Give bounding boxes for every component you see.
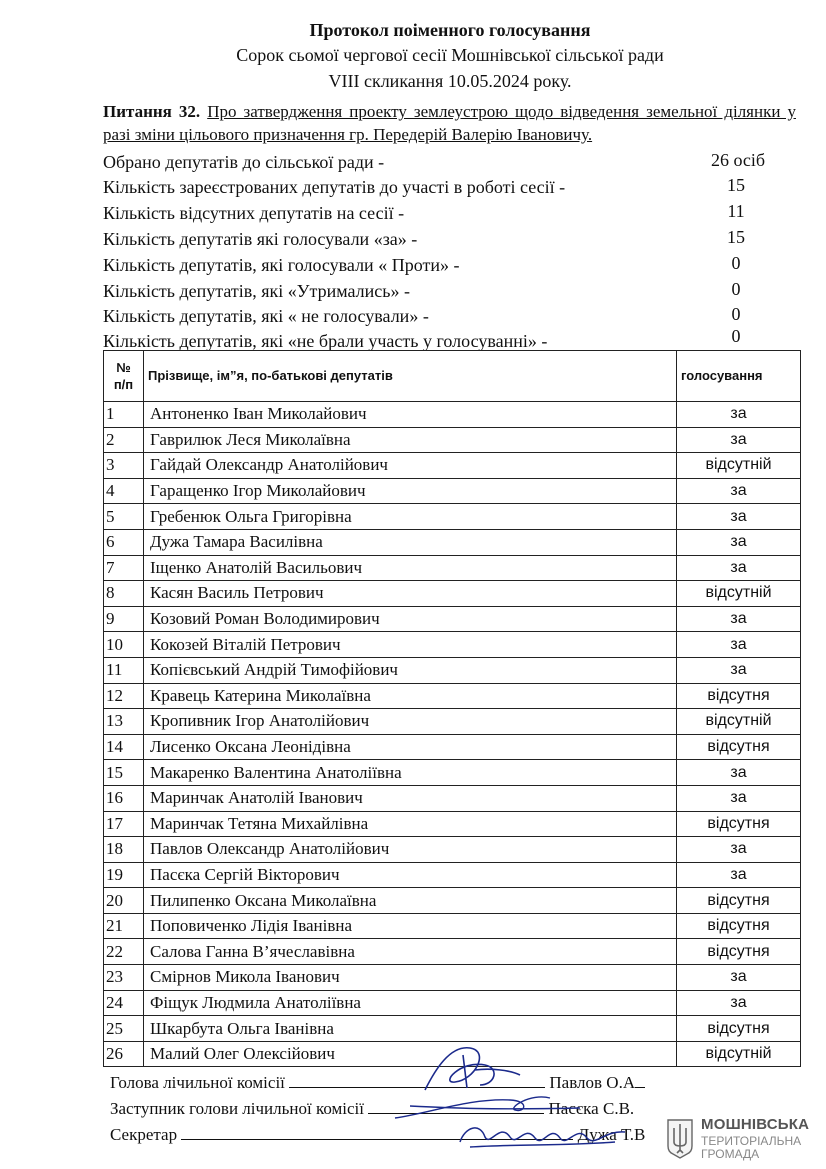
deputy-name: Гаращенко Ігор Миколайович xyxy=(144,478,677,504)
vote-result: відсутня xyxy=(677,913,801,939)
signature-name: Дужа Т.В xyxy=(577,1125,646,1144)
trident-emblem-icon xyxy=(665,1116,695,1160)
vote-result: за xyxy=(677,657,801,683)
vote-result: за xyxy=(677,555,801,581)
deputy-name: Гребенюк Ольга Григорівна xyxy=(144,504,677,530)
header-vote: голосування xyxy=(677,351,801,402)
table-header-row xyxy=(104,351,801,402)
deputy-name: Макаренко Валентина Анатоліївна xyxy=(144,760,677,786)
deputy-name: Дужа Тамара Василівна xyxy=(144,529,677,555)
table-row xyxy=(104,529,801,555)
vote-result: за xyxy=(677,504,801,530)
roll-call-table xyxy=(103,350,801,1067)
table-row xyxy=(104,478,801,504)
deputy-name: Копієвський Андрій Тимофійович xyxy=(144,657,677,683)
table-row xyxy=(104,734,801,760)
stat-value: 15 xyxy=(727,227,745,247)
vote-result: за xyxy=(677,632,801,658)
deputy-name: Павлов Олександр Анатолійович xyxy=(144,837,677,863)
table-row xyxy=(104,1016,801,1042)
row-number: 4 xyxy=(104,478,144,504)
row-number: 21 xyxy=(104,913,144,939)
deputy-name: Лисенко Оксана Леонідівна xyxy=(144,734,677,760)
logo-line3: ГРОМАДА xyxy=(701,1147,760,1161)
row-number: 23 xyxy=(104,965,144,991)
stat-label: Кількість депутатів, які «не брали участь у голосуванні» - xyxy=(103,331,548,351)
vote-result: за xyxy=(677,785,801,811)
stat-label: Кількість зареєстрованих депутатів до участі в роботі сесії - xyxy=(103,177,566,197)
logo-line1: МОШНІВСЬКА xyxy=(701,1116,810,1133)
row-number: 9 xyxy=(104,606,144,632)
row-number: 20 xyxy=(104,888,144,914)
vote-result: відсутня xyxy=(677,939,801,965)
row-number: 26 xyxy=(104,1041,144,1067)
header-number xyxy=(104,351,144,402)
handwritten-signature-chair xyxy=(415,1040,525,1095)
row-number: 1 xyxy=(104,402,144,428)
deputy-name: Козовий Роман Володимирович xyxy=(144,606,677,632)
vote-result: за xyxy=(677,478,801,504)
deputy-name: Пилипенко Оксана Миколаївна xyxy=(144,888,677,914)
stat-value: 0 xyxy=(731,279,741,299)
stat-value: 0 xyxy=(731,304,741,324)
question-number: Питання 32. xyxy=(103,102,201,121)
vote-result: за xyxy=(677,529,801,555)
header-number-line2: п/п xyxy=(113,377,134,392)
stat-label: Кількість депутатів, які « не голосували» - xyxy=(103,306,429,326)
row-number: 16 xyxy=(104,785,144,811)
row-number: 15 xyxy=(104,760,144,786)
deputy-name: Малий Олег Олексійович xyxy=(144,1041,677,1067)
vote-result: за xyxy=(677,862,801,888)
deputy-name: Шкарбута Ольга Іванівна xyxy=(144,1016,677,1042)
table-row xyxy=(104,632,801,658)
row-number: 12 xyxy=(104,683,144,709)
row-number: 14 xyxy=(104,734,144,760)
table-row xyxy=(104,504,801,530)
deputy-name: Кокозей Віталій Петрович xyxy=(144,632,677,658)
deputy-name: Пасєка Сергій Вікторович xyxy=(144,862,677,888)
deputy-name: Салова Ганна В’ячеславівна xyxy=(144,939,677,965)
table-row xyxy=(104,990,801,1016)
row-number: 22 xyxy=(104,939,144,965)
session-subtitle: Сорок сьомої чергової сесії Мошнівської сільської ради xyxy=(236,45,664,65)
vote-result: за xyxy=(677,837,801,863)
table-row xyxy=(104,606,801,632)
row-number: 11 xyxy=(104,657,144,683)
deputy-name: Гайдай Олександр Анатолійович xyxy=(144,453,677,479)
stat-value: 0 xyxy=(731,253,741,273)
vote-result: відсутня xyxy=(677,734,801,760)
table-row xyxy=(104,837,801,863)
deputy-name: Маринчак Анатолій Іванович xyxy=(144,785,677,811)
vote-result: відсутній xyxy=(677,709,801,735)
deputy-name: Кравець Катерина Миколаївна xyxy=(144,683,677,709)
vote-result: за xyxy=(677,965,801,991)
stat-label: Кількість відсутних депутатів на сесії - xyxy=(103,203,405,223)
deputy-name: Фіщук Людмила Анатоліївна xyxy=(144,990,677,1016)
row-number: 24 xyxy=(104,990,144,1016)
row-number: 5 xyxy=(104,504,144,530)
deputy-name: Смірнов Микола Іванович xyxy=(144,965,677,991)
vote-result: відсутній xyxy=(677,581,801,607)
table-row xyxy=(104,427,801,453)
row-number: 13 xyxy=(104,709,144,735)
vote-result: за xyxy=(677,402,801,428)
logo-line2: ТЕРИТОРІАЛЬНА xyxy=(701,1134,802,1148)
signature-role: Голова лічильної комісії xyxy=(110,1073,285,1092)
deputy-name: Антоненко Іван Миколайович xyxy=(144,402,677,428)
stat-value: 26 осіб xyxy=(710,150,766,170)
deputy-name: Поповиченко Лідія Іванівна xyxy=(144,913,677,939)
row-number: 6 xyxy=(104,529,144,555)
signature-role: Заступник голови лічильної комісії xyxy=(110,1099,365,1118)
vote-result: за xyxy=(677,606,801,632)
table-row xyxy=(104,888,801,914)
vote-result: відсутній xyxy=(677,1041,801,1067)
table-row xyxy=(104,913,801,939)
header-name: Прізвище, ім”я, по-батькові депутатів xyxy=(144,351,677,402)
signature-blank xyxy=(635,1073,645,1088)
table-row xyxy=(104,581,801,607)
table-row xyxy=(104,555,801,581)
vote-result: за xyxy=(677,760,801,786)
table-row xyxy=(104,683,801,709)
handwritten-signature-secretary xyxy=(455,1112,635,1152)
stat-label: Кількість депутатів, які голосували « Проти» - xyxy=(103,255,460,275)
convocation-date: VIII скликання 10.05.2024 року. xyxy=(328,71,572,91)
row-number: 10 xyxy=(104,632,144,658)
deputy-name: Іщенко Анатолій Васильович xyxy=(144,555,677,581)
deputy-name: Касян Василь Петрович xyxy=(144,581,677,607)
document-title: Протокол поіменного голосування xyxy=(309,20,591,40)
vote-result: за xyxy=(677,990,801,1016)
row-number: 25 xyxy=(104,1016,144,1042)
deputy-name: Гаврилюк Леся Миколаївна xyxy=(144,427,677,453)
signature-name: Павлов О.А xyxy=(549,1073,636,1092)
table-row xyxy=(104,709,801,735)
vote-result: відсутня xyxy=(677,683,801,709)
header-number-line1: № xyxy=(116,360,131,375)
table-row xyxy=(104,862,801,888)
community-logo xyxy=(665,1114,815,1164)
vote-result: відсутній xyxy=(677,453,801,479)
row-number: 8 xyxy=(104,581,144,607)
stat-value: 11 xyxy=(727,201,745,221)
row-number: 2 xyxy=(104,427,144,453)
deputy-name: Маринчак Тетяна Михайлівна xyxy=(144,811,677,837)
vote-result: відсутня xyxy=(677,811,801,837)
table-row xyxy=(104,453,801,479)
row-number: 19 xyxy=(104,862,144,888)
vote-result: за xyxy=(677,427,801,453)
stat-value: 15 xyxy=(727,175,745,195)
signature-name: Пасєка С.В. xyxy=(548,1099,635,1118)
row-number: 3 xyxy=(104,453,144,479)
table-row xyxy=(104,657,801,683)
vote-result: відсутня xyxy=(677,888,801,914)
row-number: 17 xyxy=(104,811,144,837)
table-row xyxy=(104,402,801,428)
vote-result: відсутня xyxy=(677,1016,801,1042)
table-row xyxy=(104,939,801,965)
deputy-name: Кропивник Ігор Анатолійович xyxy=(144,709,677,735)
table-row xyxy=(104,811,801,837)
question-text: Про затвердження проекту землеустрою щодо відведення земельної ділянки у разі зміни цільового призначення гр. Передерій Валерію Івановичу. xyxy=(103,102,796,144)
table-row xyxy=(104,785,801,811)
signature-role: Секретар xyxy=(110,1125,178,1144)
table-row xyxy=(104,965,801,991)
row-number: 18 xyxy=(104,837,144,863)
table-row xyxy=(104,760,801,786)
stat-value: 0 xyxy=(731,326,741,346)
row-number: 7 xyxy=(104,555,144,581)
stat-label: Обрано депутатів до сільської ради - xyxy=(103,152,385,172)
stat-label: Кількість депутатів, які «Утримались» - xyxy=(103,281,410,301)
stat-label: Кількість депутатів які голосували «за» - xyxy=(103,229,418,249)
question-block xyxy=(103,100,796,146)
